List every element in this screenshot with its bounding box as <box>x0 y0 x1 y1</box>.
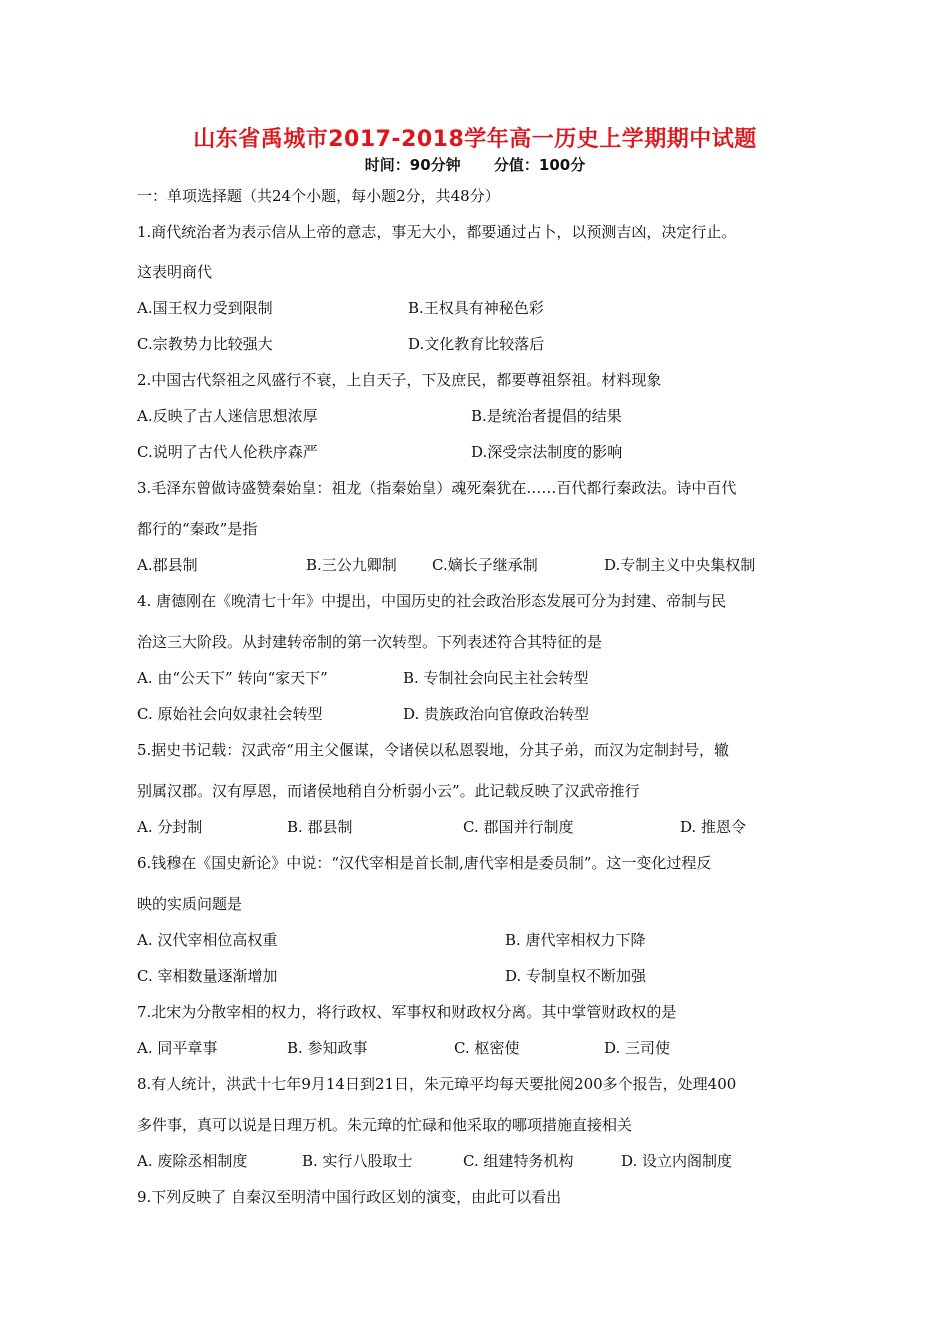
question-5-stem-line-2: 别属汉郡。汉有厚恩，而诸侯地稍自分析弱小云”。此记载反映了汉武帝推行 <box>137 782 640 800</box>
question-2-stem-line-1: 2.中国古代祭祖之风盛行不衰，上自天子，下及庶民，都要尊祖祭祖。材料现象 <box>137 371 662 389</box>
question-5-option-b: B. 郡县制 <box>287 818 353 836</box>
question-1-option-b: B.王权具有神秘色彩 <box>408 299 544 317</box>
question-9-stem-line-1: 9.下列反映了 自秦汉至明清中国行政区划的演变，由此可以看出 <box>137 1188 562 1206</box>
question-8-stem-line-1: 8.有人统计，洪武十七年9月14日到21日，朱元璋平均每天要批阅200多个报告，处理400 <box>137 1075 737 1093</box>
question-3-stem-line-2: 都行的“秦政”是指 <box>137 520 258 538</box>
question-1-stem-line-1: 1.商代统治者为表示信从上帝的意志，事无大小，都要通过占卜，以预测吉凶，决定行止。 <box>137 223 737 241</box>
question-8-option-a: A. 废除丞相制度 <box>137 1152 248 1170</box>
page-title: 山东省禹城市2017-2018学年高一历史上学期期中试题 <box>193 127 757 152</box>
section-heading: 一：单项选择题（共24个小题，每小题2分，共48分） <box>137 187 500 205</box>
question-6-option-c: C. 宰相数量逐渐增加 <box>137 967 278 985</box>
exam-score: 分值：100分 <box>493 156 586 174</box>
question-8-option-b: B. 实行八股取士 <box>302 1152 413 1170</box>
question-1-stem-line-2: 这表明商代 <box>137 263 213 281</box>
question-5-stem-line-1: 5.据史书记载：汉武帝“用主父偃谋，令诸侯以私恩裂地，分其子弟，而汉为定制封号，辙 <box>137 741 729 759</box>
question-5-option-a: A. 分封制 <box>137 818 203 836</box>
question-3-option-d: D.专制主义中央集权制 <box>604 556 756 574</box>
question-6-option-a: A. 汉代宰相位高权重 <box>137 931 278 949</box>
question-1-option-c: C.宗教势力比较强大 <box>137 335 273 353</box>
question-3-option-c: C.嫡长子继承制 <box>432 556 538 574</box>
question-6-stem-line-1: 6.钱穆在《国史新论》中说：“汉代宰相是首长制,唐代宰相是委员制”。这一变化过程反 <box>137 854 712 872</box>
question-7-option-c: C. 枢密使 <box>454 1039 520 1057</box>
question-7-option-d: D. 三司使 <box>604 1039 671 1057</box>
question-3-stem-line-1: 3.毛泽东曾做诗盛赞秦始皇：祖龙（指秦始皇）魂死秦犹在……百代都行秦政法。诗中百代 <box>137 479 737 497</box>
question-5-option-c: C. 郡国并行制度 <box>463 818 574 836</box>
question-2-option-a: A.反映了古人迷信思想浓厚 <box>137 407 318 425</box>
question-4-option-d: D. 贵族政治向官僚政治转型 <box>403 705 590 723</box>
question-3-option-b: B.三公九卿制 <box>306 556 397 574</box>
question-1-option-d: D.文化教育比较落后 <box>408 335 545 353</box>
exam-info <box>0 154 950 175</box>
question-2-option-d: D.深受宗法制度的影响 <box>471 443 623 461</box>
question-8-option-c: C. 组建特务机构 <box>463 1152 574 1170</box>
question-8-option-d: D. 设立内阁制度 <box>621 1152 733 1170</box>
question-5-option-d: D. 推恩令 <box>680 818 747 836</box>
question-4-stem-line-1: 4. 唐德刚在《晚清七十年》中提出，中国历史的社会政治形态发展可分为封建、帝制与民 <box>137 592 727 610</box>
question-4-option-b: B. 专制社会向民主社会转型 <box>403 669 589 687</box>
question-4-option-c: C. 原始社会向奴隶社会转型 <box>137 705 323 723</box>
question-2-option-b: B.是统治者提倡的结果 <box>471 407 622 425</box>
question-3-option-a: A.郡县制 <box>137 556 198 574</box>
question-4-stem-line-2: 治这三大阶段。从封建转帝制的第一次转型。下列表述符合其特征的是 <box>137 633 603 651</box>
question-7-option-b: B. 参知政事 <box>287 1039 368 1057</box>
question-7-option-a: A. 同平章事 <box>137 1039 218 1057</box>
question-4-option-a: A. 由“公天下” 转向“家天下” <box>137 669 328 687</box>
question-6-stem-line-2: 映的实质问题是 <box>137 895 243 913</box>
question-2-option-c: C.说明了古代人伦秩序森严 <box>137 443 318 461</box>
question-6-option-b: B. 唐代宰相权力下降 <box>505 931 646 949</box>
question-7-stem-line-1: 7.北宋为分散宰相的权力，将行政权、军事权和财政权分离。其中掌管财政权的是 <box>137 1003 677 1021</box>
question-1-option-a: A.国王权力受到限制 <box>137 299 273 317</box>
exam-time: 时间：90分钟 <box>364 156 461 174</box>
question-8-stem-line-2: 多件事，真可以说是日理万机。朱元璋的忙碌和他采取的哪项措施直接相关 <box>137 1116 633 1134</box>
question-6-option-d: D. 专制皇权不断加强 <box>505 967 647 985</box>
